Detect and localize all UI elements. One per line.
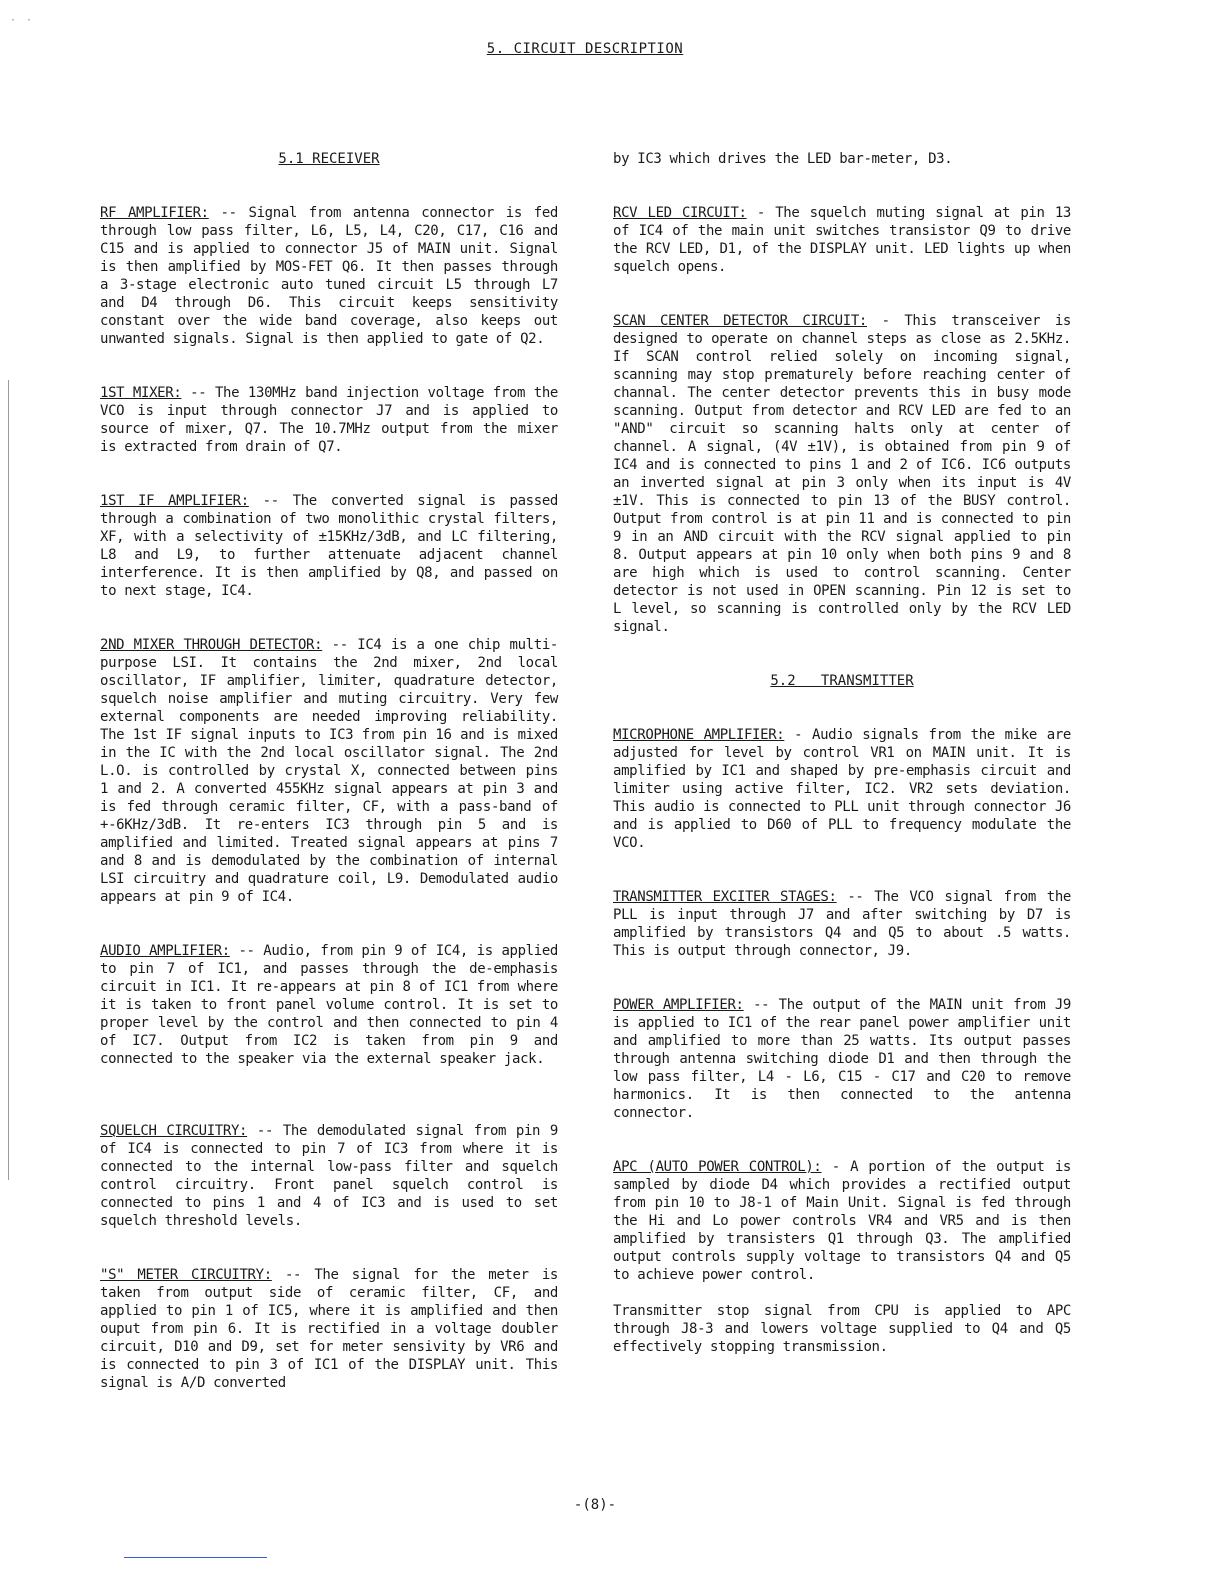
audio-amplifier-text: -- Audio, from pin 9 of IC4, is applied to pin 7 of IC1, and passes through the de-emphasis circuit in IC1. It re-appears at pin 8 of IC1 from where it is taken to front panel volume control. It is set to proper level by the control and then connected to pin 4 of IC7. Output from IC2 is taken from pin 9 and connected to the speaker via the external speaker jack.	[100, 943, 558, 1067]
first-mixer-text: -- The 130MHz band injection voltage from the VCO is input through connector J7 and is applied to source of mixer, Q7. The 10.7MHz output from the mixer is extracted from drain of Q7.	[100, 385, 559, 455]
stop-signal-paragraph: Transmitter stop signal from CPU is applied to APC through J8-3 and lowers voltage supplied to Q4 and Q5 effectively stopping transmission.	[613, 1303, 1071, 1355]
first-mixer-label: 1ST MIXER:	[100, 385, 182, 401]
receiver-heading-text: 5.1 RECEIVER	[278, 151, 380, 167]
power-amplifier-paragraph	[613, 996, 1071, 1122]
microphone-paragraph	[613, 726, 1071, 852]
s-meter-paragraph	[100, 1266, 558, 1392]
first-if-amplifier-text: -- The converted signal is passed through a combination of two monolithic crystal filters, XF, with a selectivity of ±15KHz/3dB, and LC filtering, L8 and L9, to further attenuate adjacent channel interference. It is then amplified by Q8, and passed on to next stage, IC4.	[100, 493, 558, 599]
right-column	[613, 150, 1071, 1356]
audio-amplifier-paragraph	[100, 942, 558, 1068]
first-if-amplifier-label: 1ST IF AMPLIFIER:	[100, 493, 249, 509]
exciter-text: -- The VCO signal from the PLL is input through J7 and after switching by D7 is amplified by transistors Q4 and Q5 to about .5 watts. This is output through connector, J9.	[613, 889, 1071, 959]
transmitter-heading-text: 5.2 TRANSMITTER	[770, 673, 914, 689]
apc-paragraph	[613, 1158, 1071, 1284]
scan-center-paragraph	[613, 312, 1071, 636]
s-meter-text: -- The signal for the meter is taken from output side of ceramic filter, CF, and applied to pin 1 of IC5, where it is amplified and then ouput from pin 6. It is rectified in a voltage doubler circuit, D10 and D9, set for meter sensivity by VR6 and is connected to pin 3 of IC1 of the DISPLAY unit. This signal is A/D converted	[100, 1267, 558, 1391]
rf-amplifier-text: -- Signal from antenna connector is fed through low pass filter, L6, L5, L4, C20, C17, C16 and C15 and is applied to connector J5 of MAIN unit. Signal is then amplified by MOS-FET Q6. It then passes through a 3-stage electronic auto tuned circuit L5 through L7 and D4 through D6. This circuit keeps sensitivity constant over the wide band coverage, also keeps out unwanted signals. Signal is then applied to gate of Q2.	[100, 205, 558, 347]
first-if-amplifier-paragraph	[100, 492, 558, 600]
rf-amplifier-paragraph	[100, 204, 558, 348]
corner-speck-marks: · ·	[10, 15, 35, 26]
s-meter-label: "S" METER CIRCUITRY:	[100, 1267, 272, 1283]
bottom-rule-line	[124, 1557, 267, 1558]
scan-center-label: SCAN CENTER DETECTOR CIRCUIT:	[613, 313, 867, 329]
page-number: -(8)-	[573, 1497, 617, 1513]
rcv-led-paragraph	[613, 204, 1071, 276]
left-margin-rule	[8, 380, 9, 1180]
exciter-paragraph	[613, 888, 1071, 960]
squelch-label: SQUELCH CIRCUITRY:	[100, 1123, 248, 1139]
squelch-paragraph	[100, 1122, 558, 1230]
scan-center-text: - This transceiver is designed to operate on channel steps as close as 2.5KHz. If SCAN control relied solely on incoming signal, scanning may stop prematurely before reaching center of channal. The center detector prevents this in busy mode scanning. Output from detector and RCV LED are fed to an "AND" circuit so scanning halts only at center of channel. A signal, (4V ±1V), is obtained from pin 9 of IC4 and is connected to pins 1 and 2 of IC6. IC6 outputs an inverted signal at pin 3 only when its input is 4V ±1V. This is connected to pin 13 of the BUSY control. Output from control is at pin 11 and is connected to pin 9 in an AND circuit with the RCV signal applied to pin 8. Output appears at pin 10 only when both pins 9 and 8 are high which is used to control scanning. Center detector is not used in OPEN scanning. Pin 12 is set to L level, so scanning is controlled only by the RCV LED signal.	[613, 313, 1071, 635]
s-meter-continued: by IC3 which drives the LED bar-meter, D3.	[613, 151, 953, 167]
second-mixer-label: 2ND MIXER THROUGH DETECTOR:	[100, 637, 323, 653]
second-mixer-text: -- IC4 is a one chip multi-purpose LSI. It contains the 2nd mixer, 2nd local oscillator, IF amplifier, limiter, quadrature detector, squelch noise amplifier and muting circuitry. Very few external components are needed improving reliability. The 1st IF signal inputs to IC3 from pin 16 and is mixed in the IC with the 2nd local oscillator signal. The 2nd L.O. is controlled by crystal X, connected between pins 1 and 2. A converted 455KHz signal appears at pin 3 and is fed through ceramic filter, CF, with a pass-band of +-6KHz/3dB. It re-enters IC3 through pin 5 and is amplified and limited. Treated signal appears at pins 7 and 8 and is demodulated by the combination of internal LSI circuitry and quadrature coil, L9. Demodulated audio appears at pin 9 of IC4.	[100, 637, 558, 905]
second-mixer-paragraph	[100, 636, 558, 906]
squelch-text: -- The demodulated signal from pin 9 of IC4 is connected to pin 7 of IC3 from where it is connected to the internal low-pass filter and squelch control circuitry. Front panel squelch control is connected to pins 1 and 4 of IC3 and is used to set squelch threshold levels.	[100, 1123, 558, 1229]
audio-amplifier-label: AUDIO AMPLIFIER:	[100, 943, 230, 959]
rf-amplifier-label: RF AMPLIFIER:	[100, 205, 209, 221]
transmitter-heading	[613, 672, 1071, 690]
receiver-heading	[100, 150, 558, 186]
left-column	[100, 150, 558, 1392]
exciter-label: TRANSMITTER EXCITER STAGES:	[613, 889, 837, 905]
power-amplifier-text: -- The output of the MAIN unit from J9 is applied to IC1 of the rear panel power amplifier unit and amplified to more than 25 watts. Its output passes through antenna switching diode D1 and then through the low pass filter, L4 - L6, C15 - C17 and C20 to remove harmonics. It is then connected to the antenna connector.	[613, 997, 1072, 1121]
page-title: 5. CIRCUIT DESCRIPTION	[486, 41, 684, 57]
rcv-led-text: - The squelch muting signal at pin 13 of IC4 of the main unit switches transistor Q9 to drive the RCV LED, D1, of the DISPLAY unit. LED lights up when squelch opens.	[613, 205, 1071, 275]
microphone-label: MICROPHONE AMPLIFIER:	[613, 727, 785, 743]
power-amplifier-label: POWER AMPLIFIER:	[613, 997, 744, 1013]
apc-text: - A portion of the output is sampled by diode D4 which provides a rectified output from pin 10 to J8-1 of Main Unit. Signal is fed through the Hi and Lo power controls VR4 and VR5 and is then amplified by transisters Q1 through Q3. The amplified output controls supply voltage to transistors Q4 and Q5 to achieve power control.	[613, 1159, 1071, 1283]
apc-label: APC (AUTO POWER CONTROL):	[613, 1159, 822, 1175]
microphone-text: - Audio signals from the mike are adjusted for level by control VR1 on MAIN unit. It is amplified by IC1 and shaped by pre-emphasis circuit and limiter using active filter, IC2. VR2 sets deviation. This audio is connected to PLL unit through connector J6 and is applied to D60 of PLL to frequency modulate the VCO.	[613, 727, 1072, 851]
first-mixer-paragraph	[100, 384, 558, 456]
rcv-led-label: RCV LED CIRCUIT:	[613, 205, 747, 221]
